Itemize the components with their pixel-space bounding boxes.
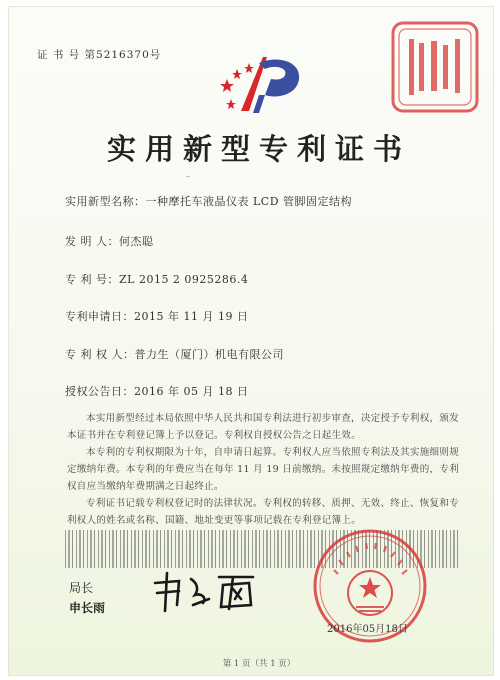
field-grant-date	[65, 383, 248, 399]
field-inventor	[65, 233, 154, 249]
tax-stamp-seal	[389, 19, 481, 115]
field-label: 专 利 权 人：	[65, 348, 135, 361]
field-label: 授权公告日：	[65, 385, 134, 398]
field-value: 2016 年 05 月 18 日	[134, 385, 249, 398]
paragraph-legal-status: 专利证书记载专利权登记时的法律状况。专利权的转移、质押、无效、终止、恢复和专利权人的姓名或名称、国籍、地址变更等事项记载在专利登记簿上。	[67, 498, 459, 526]
paragraph-grant: 本实用新型经过本局依照中华人民共和国专利法进行初步审查，决定授予专利权，颁发本证书并在专利登记簿上予以登记。专利权自授权公告之日起生效。	[67, 413, 459, 441]
title-underline-mark: –	[186, 172, 190, 181]
certificate-body-text	[67, 410, 459, 529]
field-value: ZL 2015 2 0925286.4	[119, 273, 249, 286]
field-utility-model-name	[65, 193, 352, 209]
field-value: 何杰聪	[119, 235, 154, 248]
field-patent-number	[65, 271, 248, 287]
director-signature	[149, 569, 259, 614]
certificate-title: 实用新型专利证书	[106, 132, 411, 166]
field-label: 发 明 人：	[65, 235, 119, 248]
seal-date: 2016年05月18日	[327, 624, 408, 635]
cnipa-logo	[219, 49, 305, 121]
field-patentee	[65, 346, 284, 362]
field-label: 专利申请日：	[65, 310, 134, 323]
certificate-page	[8, 6, 494, 676]
paragraph-term: 本专利的专利权期限为十年，自申请日起算。专利权人应当依照专利法及其实施细则规定缴纳年费。本专利的年费应当在每年 11 月 19 日前缴纳。未按照规定缴纳年费的，专利权自应当缴纳年费期满之日起终止。	[67, 447, 459, 492]
director-name: 申长雨	[69, 601, 106, 615]
field-label: 实用新型名称：	[65, 195, 146, 208]
field-value: 一种摩托车液晶仪表 LCD 管脚固定结构	[145, 195, 353, 208]
field-value: 2015 年 11 月 19 日	[134, 310, 249, 323]
certificate-number: 证 书 号 第5216370号	[37, 49, 162, 61]
page-number: 第 1 页（共 1 页）	[222, 659, 296, 669]
director-title: 局长	[69, 581, 94, 595]
field-application-date	[65, 308, 248, 324]
field-value: 普力生（厦门）机电有限公司	[134, 348, 284, 361]
field-label: 专 利 号：	[65, 273, 119, 286]
